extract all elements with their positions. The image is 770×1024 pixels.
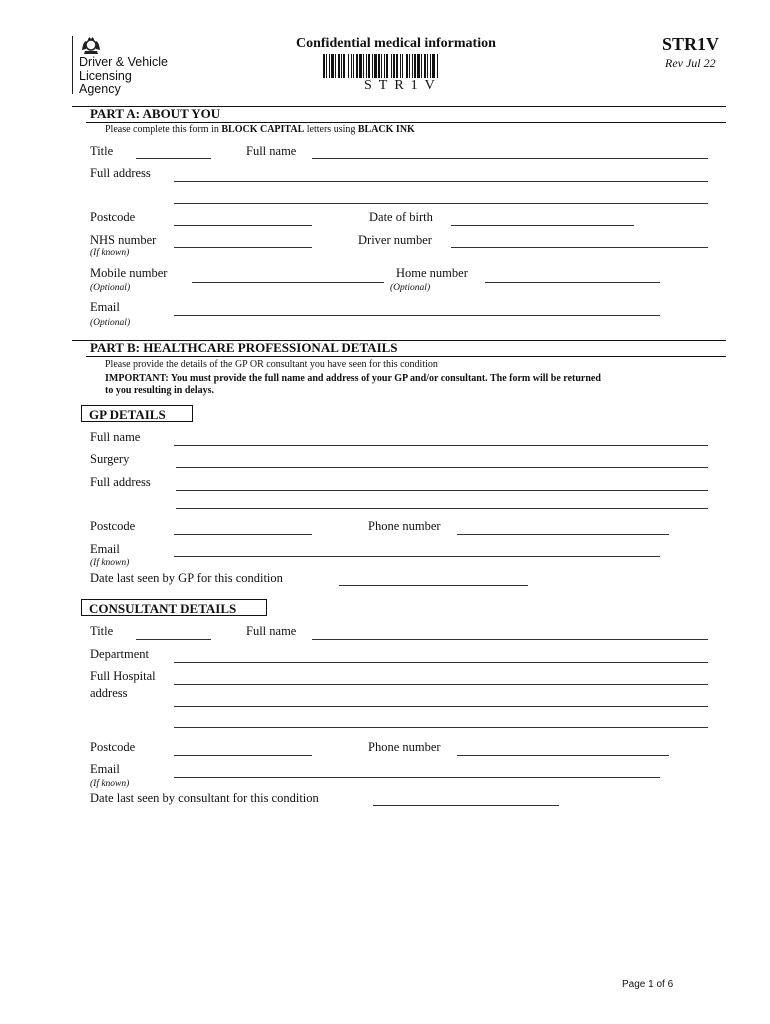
agency-line-1: Driver & Vehicle bbox=[79, 55, 168, 69]
full-name-input[interactable] bbox=[312, 158, 708, 159]
full-address-input-line-1[interactable] bbox=[174, 181, 708, 182]
email-input[interactable] bbox=[174, 315, 660, 316]
title-input[interactable] bbox=[136, 158, 211, 159]
form-revision: Rev Jul 22 bbox=[665, 56, 716, 70]
barcode-text: STR1V bbox=[364, 78, 442, 93]
hospital-address-input-line-3[interactable] bbox=[174, 727, 708, 728]
important-note-line-1: IMPORTANT: You must provide the full name and address of your GP and/or consultant. The form will be returned bbox=[105, 373, 601, 384]
gp-email-note: (If known) bbox=[90, 558, 130, 568]
email-label: Email bbox=[90, 300, 120, 314]
gp-date-seen-label: Date last seen by GP for this condition bbox=[90, 571, 283, 585]
gp-date-seen-input[interactable] bbox=[339, 585, 528, 586]
title-label: Title bbox=[90, 144, 114, 158]
consultant-email-label: Email bbox=[90, 762, 120, 776]
mobile-number-input[interactable] bbox=[192, 282, 384, 283]
gp-phone-input[interactable] bbox=[457, 534, 669, 535]
part-b-heading: PART B: HEALTHCARE PROFESSIONAL DETAILS bbox=[90, 340, 398, 355]
gp-full-address-input-line-1[interactable] bbox=[176, 490, 708, 491]
gp-full-address-input-line-2[interactable] bbox=[176, 508, 708, 509]
page-number: Page 1 of 6 bbox=[622, 979, 674, 990]
gp-details-heading: GP DETAILS bbox=[81, 405, 193, 422]
driver-number-input[interactable] bbox=[451, 247, 708, 248]
consultant-full-name-input[interactable] bbox=[312, 639, 708, 640]
hospital-address-label-line-1: Full Hospital bbox=[90, 669, 156, 683]
gp-email-input[interactable] bbox=[174, 556, 660, 557]
part-b-instruction: Please provide the details of the GP OR consultant you have seen for this condition bbox=[105, 359, 438, 370]
home-number-input[interactable] bbox=[485, 282, 660, 283]
nhs-number-label: NHS number bbox=[90, 233, 157, 247]
consultant-email-note: (If known) bbox=[90, 779, 130, 789]
full-address-input-line-2[interactable] bbox=[174, 203, 708, 204]
consultant-date-seen-input[interactable] bbox=[373, 805, 559, 806]
royal-crest-icon bbox=[80, 36, 102, 56]
agency-line-2: Licensing bbox=[79, 68, 132, 83]
gp-surgery-label: Surgery bbox=[90, 452, 130, 466]
postcode-label: Postcode bbox=[90, 210, 136, 224]
dob-input[interactable] bbox=[451, 225, 634, 226]
full-name-label: Full name bbox=[246, 144, 297, 158]
logo-divider bbox=[72, 36, 73, 94]
part-a-instruction: Please complete this form in BLOCK CAPITAL letters using BLACK INK bbox=[105, 124, 415, 135]
part-b-bottom-rule bbox=[86, 356, 726, 357]
home-number-label: Home number bbox=[396, 266, 468, 280]
agency-name bbox=[79, 56, 168, 97]
consultant-postcode-input[interactable] bbox=[174, 755, 312, 756]
gp-phone-label: Phone number bbox=[368, 519, 441, 533]
consultant-details-heading: CONSULTANT DETAILS bbox=[81, 599, 267, 616]
consultant-title-input[interactable] bbox=[136, 639, 211, 640]
gp-postcode-label: Postcode bbox=[90, 519, 136, 533]
nhs-number-input[interactable] bbox=[174, 247, 312, 248]
hospital-address-label-line-2: address bbox=[90, 686, 128, 700]
home-number-note: (Optional) bbox=[390, 283, 431, 293]
document-title: Confidential medical information bbox=[296, 36, 496, 51]
consultant-full-name-label: Full name bbox=[246, 624, 297, 638]
department-input[interactable] bbox=[174, 662, 708, 663]
hospital-address-input-line-1[interactable] bbox=[174, 684, 708, 685]
consultant-title-label: Title bbox=[90, 624, 114, 638]
consultant-phone-input[interactable] bbox=[457, 755, 669, 756]
nhs-number-note: (If known) bbox=[90, 248, 130, 258]
full-address-label: Full address bbox=[90, 166, 151, 180]
form-code: STR1V bbox=[662, 34, 720, 54]
postcode-input[interactable] bbox=[174, 225, 312, 226]
agency-line-3: Agency bbox=[79, 82, 121, 96]
gp-surgery-input[interactable] bbox=[176, 467, 708, 468]
part-a-bottom-rule bbox=[86, 122, 726, 123]
consultant-phone-label: Phone number bbox=[368, 740, 441, 754]
gp-email-label: Email bbox=[90, 542, 120, 556]
mobile-number-note: (Optional) bbox=[90, 283, 131, 293]
gp-full-address-label: Full address bbox=[90, 475, 151, 489]
important-note-line-2: to you resulting in delays. bbox=[105, 385, 214, 396]
mobile-number-label: Mobile number bbox=[90, 266, 168, 280]
gp-full-name-label: Full name bbox=[90, 430, 141, 444]
barcode bbox=[323, 54, 491, 78]
part-a-heading: PART A: ABOUT YOU bbox=[90, 106, 221, 121]
consultant-date-seen-label: Date last seen by consultant for this condition bbox=[90, 791, 319, 805]
gp-full-name-input[interactable] bbox=[174, 445, 708, 446]
consultant-email-input[interactable] bbox=[174, 777, 660, 778]
driver-number-label: Driver number bbox=[358, 233, 432, 247]
consultant-postcode-label: Postcode bbox=[90, 740, 136, 754]
hospital-address-input-line-2[interactable] bbox=[174, 706, 708, 707]
department-label: Department bbox=[90, 647, 150, 661]
email-note: (Optional) bbox=[90, 318, 131, 328]
gp-postcode-input[interactable] bbox=[174, 534, 312, 535]
dob-label: Date of birth bbox=[369, 210, 433, 224]
